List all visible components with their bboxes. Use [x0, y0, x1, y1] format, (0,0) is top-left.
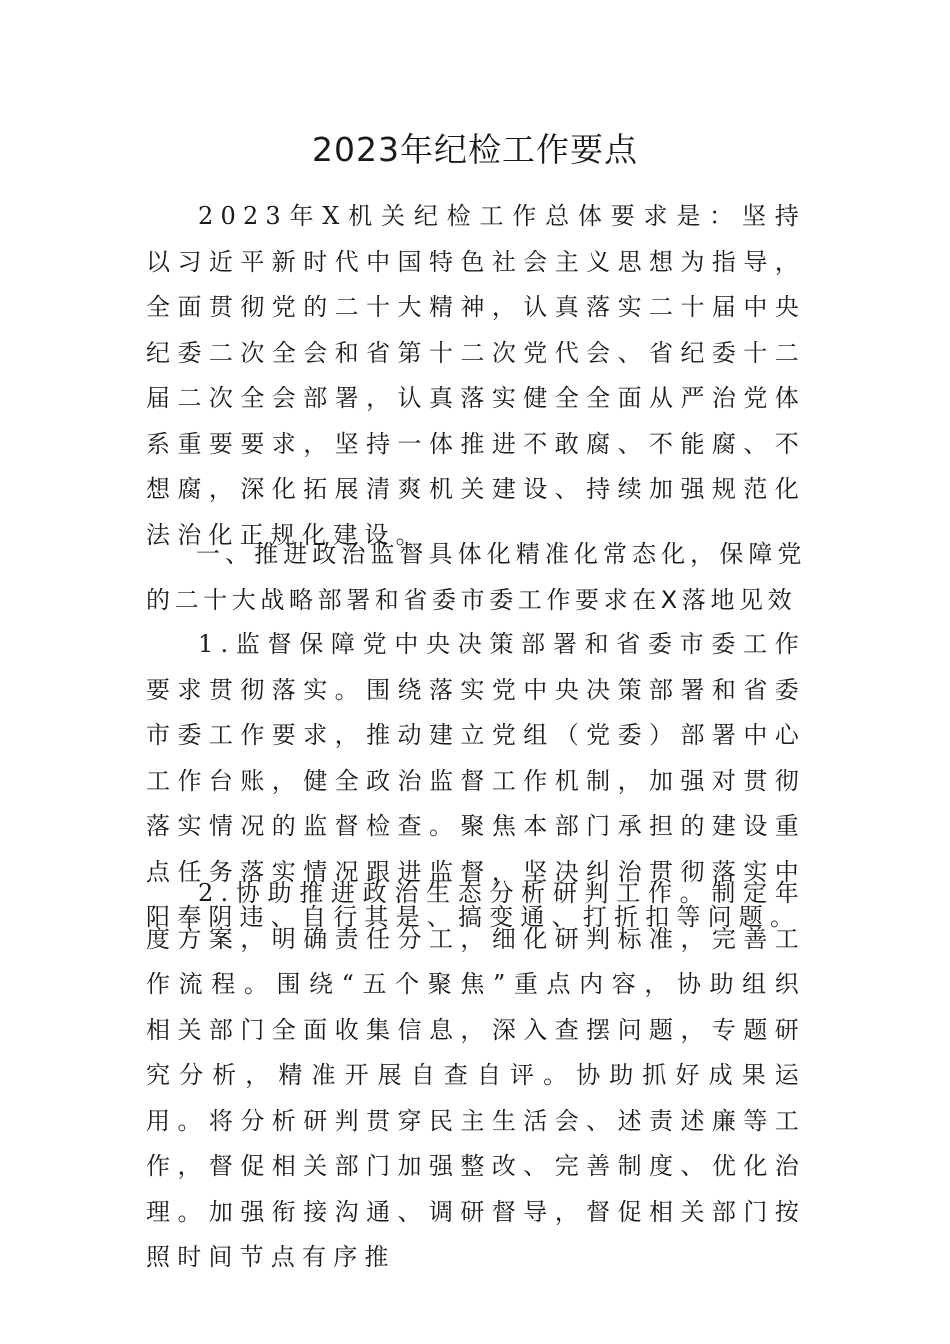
intro-paragraph: 2023年X机关纪检工作总体要求是：坚持以习近平新时代中国特色社会主义思想为指导，全面贯彻党的二十大精神，认真落实二十届中央纪委二次全会和省第十二次党代会、省纪委十二届二次全会部署，认真落实健全全面从严治党体系重要要求，坚持一体推进不敢腐、不能腐、不想腐，深化拓展清爽机关建设、持续加强规范化法治化正规化建设。: [146, 202, 806, 549]
page-title: 2023年纪检工作要点: [312, 130, 638, 169]
section-heading: 一、推进政治监督具体化精准化常态化，保障党的二十大战略部署和省委市委工作要求在X落地见效: [146, 540, 806, 614]
section-item-paragraph: 1.监督保障党中央决策部署和省委市委工作要求贯彻落实。围绕落实党中央决策部署和省委市委工作要求，推动建立党组（党委）部署中心工作台账，健全政治监督工作机制，加强对贯彻落实情况的监督检查。聚焦本部门承担的建设重点任务落实情况跟进监督，坚决纠治贯彻落实中阳奉阴违、自行其是、搞变通、打折扣等问题。: [146, 630, 806, 931]
section-item-paragraph: 2.协助推进政治生态分析研判工作。制定年度方案，明确责任分工，细化研判标准，完善工作流程。围绕“五个聚焦”重点内容，协助组织相关部门全面收集信息，深入查摆问题，专题研究分析，精准开展自查自评。协助抓好成果运用。将分析研判贯穿民主生活会、述责述廉等工作，督促相关部门加强整改、完善制度、优化治理。加强衔接沟通、调研督导，督促相关部门按照时间节点有序推: [146, 879, 806, 1271]
